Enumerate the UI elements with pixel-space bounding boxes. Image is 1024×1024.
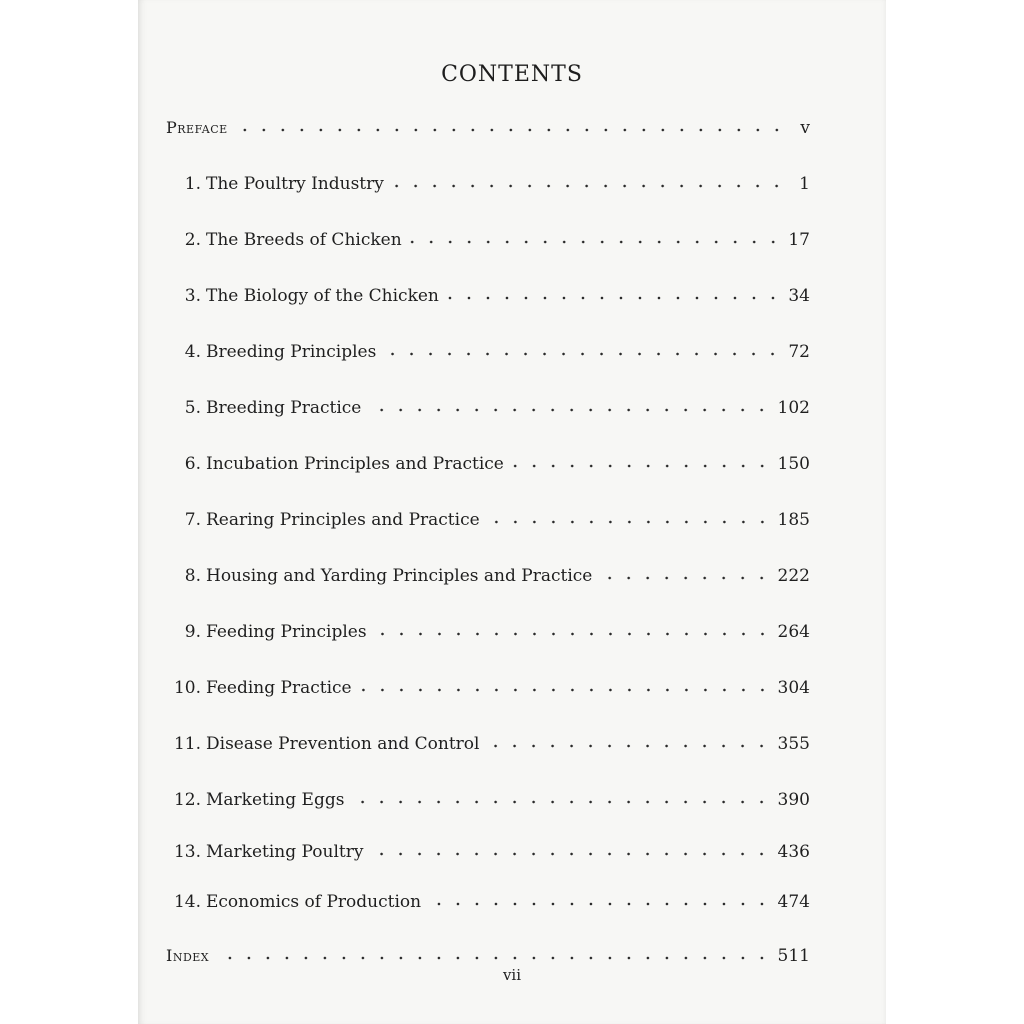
chapter-number: 12. — [173, 790, 201, 810]
page-number-folio: vii — [502, 966, 522, 984]
chapter-title: Disease Prevention and Control — [206, 734, 480, 754]
chapter-page: 185 — [777, 510, 810, 530]
chapter-title: Feeding Practice — [206, 678, 352, 698]
toc-entry-index[interactable] — [166, 940, 810, 966]
toc-entry-chapter-9[interactable] — [166, 616, 810, 642]
toc-entry-title: Index — [166, 946, 210, 965]
chapter-title: Rearing Principles and Practice — [206, 510, 480, 530]
dot-leader — [373, 630, 772, 638]
dot-leader — [367, 406, 771, 414]
chapter-page: 222 — [777, 566, 810, 586]
chapter-title: Marketing Eggs — [206, 790, 345, 810]
chapter-page: 474 — [777, 892, 810, 912]
chapter-number: 8. — [184, 566, 201, 586]
chapter-title: Housing and Yarding Principles and Practice — [206, 566, 593, 586]
chapter-page: 355 — [777, 734, 810, 754]
chapter-page: 17 — [788, 230, 810, 250]
dot-leader — [369, 850, 771, 858]
toc-entry-page: 511 — [777, 946, 810, 966]
dot-leader — [598, 574, 771, 582]
toc-entry-chapter-13[interactable] — [166, 836, 810, 862]
dot-leader — [486, 518, 772, 526]
dot-leader — [358, 686, 772, 694]
chapter-page: 72 — [788, 342, 810, 362]
chapter-title: Marketing Poultry — [206, 842, 364, 862]
chapter-page: 1 — [799, 174, 810, 194]
dot-leader — [350, 798, 771, 806]
dot-leader — [408, 238, 783, 246]
dot-leader — [427, 900, 771, 908]
dot-leader — [390, 182, 786, 190]
chapter-page: 102 — [777, 398, 810, 418]
toc-entry-chapter-4[interactable] — [166, 336, 810, 362]
dot-leader — [215, 954, 771, 962]
chapter-page: 390 — [777, 790, 810, 810]
dot-leader — [382, 350, 782, 358]
chapter-title: Breeding Principles — [206, 342, 377, 362]
chapter-number: 3. — [184, 286, 201, 306]
chapter-number: 13. — [173, 842, 201, 862]
toc-entry-chapter-11[interactable] — [166, 728, 810, 754]
dot-leader — [510, 462, 772, 470]
chapter-number: 10. — [173, 678, 201, 698]
toc-entry-chapter-2[interactable] — [166, 224, 810, 250]
chapter-number: 7. — [184, 510, 201, 530]
toc-entry-chapter-14[interactable] — [166, 886, 810, 912]
chapter-title: Economics of Production — [206, 892, 422, 912]
chapter-title: The Breeds of Chicken — [206, 230, 402, 250]
chapter-number: 9. — [184, 622, 201, 642]
chapter-title: The Poultry Industry — [206, 174, 384, 194]
toc-entry-chapter-7[interactable] — [166, 504, 810, 530]
chapter-page: 34 — [788, 286, 810, 306]
chapter-page: 304 — [777, 678, 810, 698]
chapter-page: 150 — [777, 454, 810, 474]
dot-leader — [445, 294, 782, 302]
toc-entry-chapter-8[interactable] — [166, 560, 810, 586]
toc-entry-page: v — [800, 118, 810, 138]
toc-entry-chapter-6[interactable] — [166, 448, 810, 474]
chapter-number: 2. — [184, 230, 201, 250]
chapter-title: Feeding Principles — [206, 622, 367, 642]
page-title: CONTENTS — [441, 62, 583, 87]
chapter-number: 1. — [184, 174, 201, 194]
chapter-page: 436 — [777, 842, 810, 862]
chapter-title: The Biology of the Chicken — [206, 286, 439, 306]
toc-entry-chapter-5[interactable] — [166, 392, 810, 418]
chapter-page: 264 — [777, 622, 810, 642]
chapter-title: Breeding Practice — [206, 398, 362, 418]
chapter-number: 4. — [184, 342, 201, 362]
chapter-number: 11. — [173, 734, 201, 754]
toc-entry-title: Preface — [166, 118, 228, 137]
toc-entry-chapter-12[interactable] — [166, 784, 810, 810]
chapter-number: 14. — [173, 892, 201, 912]
chapter-number: 6. — [184, 454, 201, 474]
toc-entry-preface[interactable] — [166, 112, 810, 138]
toc-entry-chapter-10[interactable] — [166, 672, 810, 698]
dot-leader — [234, 126, 786, 134]
chapter-number: 5. — [184, 398, 201, 418]
chapter-title: Incubation Principles and Practice — [206, 454, 504, 474]
toc-entry-chapter-1[interactable] — [166, 168, 810, 194]
toc-entry-chapter-3[interactable] — [166, 280, 810, 306]
dot-leader — [485, 742, 771, 750]
table-of-contents — [166, 0, 810, 1024]
